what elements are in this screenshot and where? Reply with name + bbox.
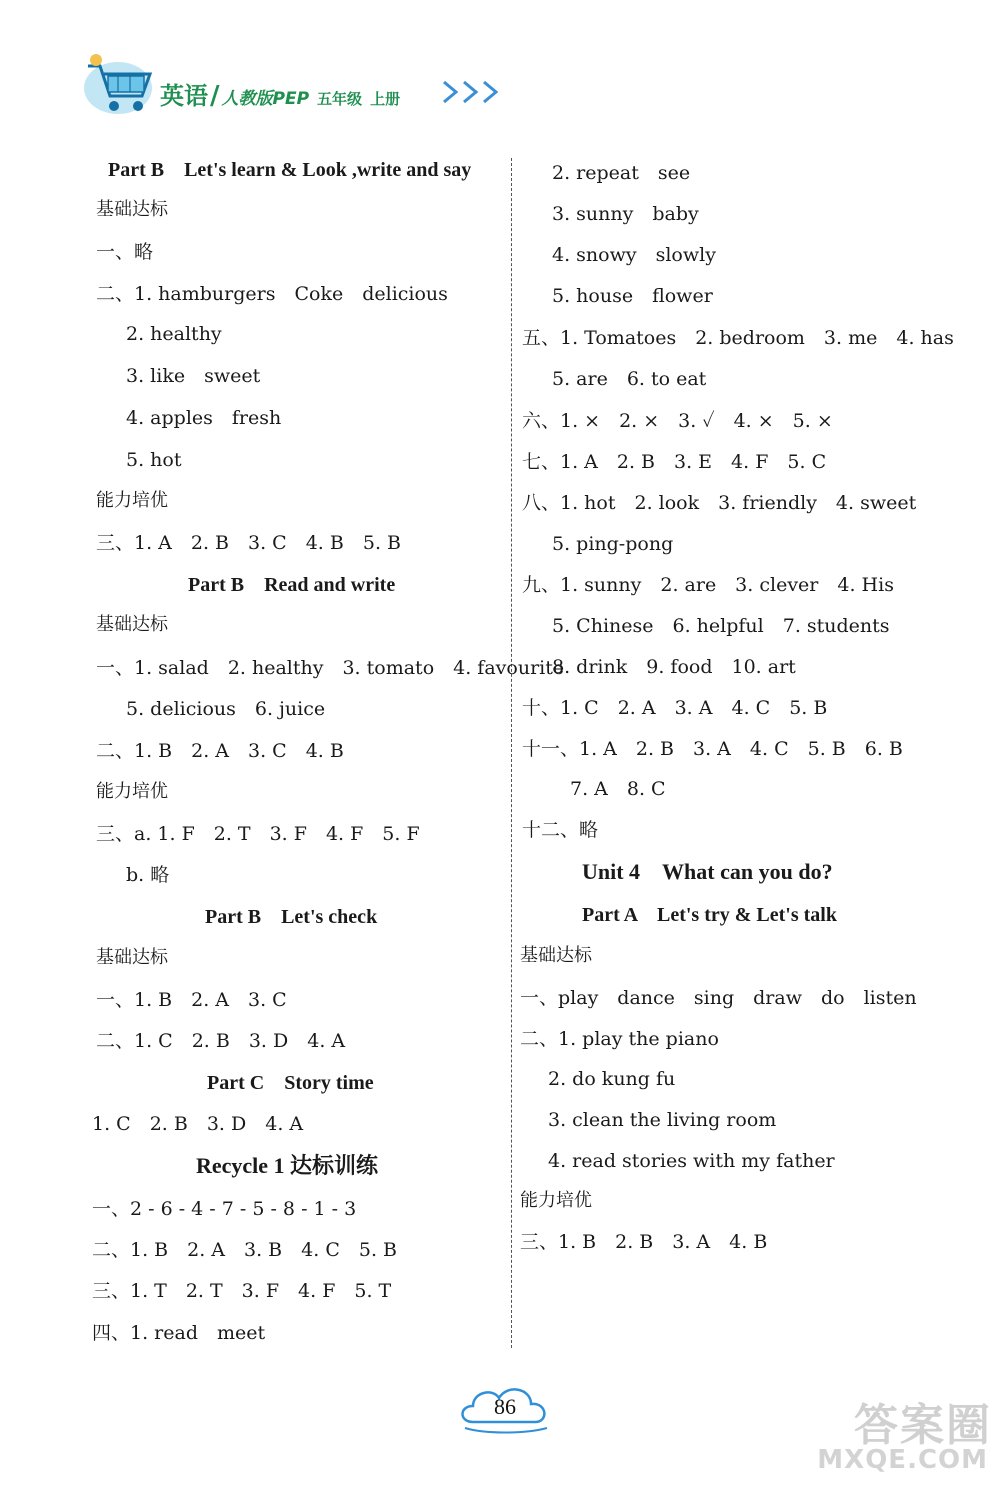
category-label: 基础达标	[96, 614, 168, 635]
answer-line: 一、1. salad 2. healthy 3. tomato 4. favourite	[96, 657, 565, 679]
page-number: 86	[494, 1394, 516, 1419]
section-heading: Recycle 1 达标训练	[196, 1153, 379, 1178]
answer-line: 2. repeat see	[552, 162, 691, 184]
answer-line: b. 略	[126, 864, 170, 886]
answer-line: 三、1. B 2. B 3. A 4. B	[520, 1231, 768, 1253]
answer-line: 2. do kung fu	[548, 1068, 676, 1090]
answer-line: 5. are 6. to eat	[552, 368, 707, 390]
shopping-cart-icon	[78, 48, 160, 120]
category-label: 能力培优	[96, 490, 168, 511]
answer-line: 六、1. × 2. × 3. ✓ 4. × 5. ×	[522, 410, 833, 432]
answer-line: 4. apples fresh	[126, 407, 282, 429]
answer-line: 四、1. read meet	[92, 1322, 266, 1344]
subject-label: 英语	[160, 82, 208, 110]
answer-line: 三、1. A 2. B 3. C 4. B 5. B	[96, 532, 401, 554]
answer-line: 三、1. T 2. T 3. F 4. F 5. T	[92, 1280, 392, 1302]
answer-line: 二、1. B 2. A 3. C 4. B	[96, 740, 344, 762]
answer-line: 五、1. Tomatoes 2. bedroom 3. me 4. has	[522, 327, 954, 349]
section-heading: Part B Let's learn & Look ,write and say	[108, 159, 472, 181]
answer-line: 5. delicious 6. juice	[126, 698, 326, 720]
answer-line: 二、1. hamburgers Coke delicious	[96, 283, 448, 305]
answer-line: 二、1. C 2. B 3. D 4. A	[96, 1030, 346, 1052]
section-heading: Part C Story time	[207, 1072, 374, 1094]
section-heading: Part A Let's try & Let's talk	[582, 904, 837, 926]
category-label: 能力培优	[520, 1190, 592, 1211]
answer-line: 八、1. hot 2. look 3. friendly 4. sweet	[522, 492, 917, 514]
title-separator: /	[210, 81, 220, 111]
answer-line: 一、2 - 6 - 4 - 7 - 5 - 8 - 1 - 3	[92, 1198, 357, 1220]
answer-line: 一、play dance sing draw do listen	[520, 987, 917, 1009]
answer-line: 十、1. C 2. A 3. A 4. C 5. B	[522, 697, 828, 719]
answer-line: 7. A 8. C	[570, 778, 666, 800]
answer-line: 3. sunny baby	[552, 203, 699, 225]
answer-line: 3. like sweet	[126, 365, 261, 387]
section-heading: Unit 4 What can you do?	[582, 859, 833, 884]
answer-line: 4. snowy slowly	[552, 244, 716, 266]
answer-line: 5. hot	[126, 449, 182, 471]
grade-label: 五年级	[317, 90, 363, 108]
column-divider	[511, 158, 512, 1348]
answer-line: 一、1. B 2. A 3. C	[96, 989, 287, 1011]
answer-line: 一、略	[96, 241, 154, 263]
watermark-logo-text: 答案圈	[854, 1400, 992, 1451]
volume-label: 上册	[370, 90, 401, 108]
answer-line: 二、1. B 2. A 3. B 4. C 5. B	[92, 1239, 397, 1261]
answer-line: 3. clean the living room	[548, 1109, 777, 1131]
answer-line: 九、1. sunny 2. are 3. clever 4. His	[522, 574, 894, 596]
answer-line: 4. read stories with my father	[548, 1150, 835, 1172]
answer-line: 5. ping-pong	[552, 533, 674, 555]
answer-line: 1. C 2. B 3. D 4. A	[92, 1113, 304, 1135]
watermark	[802, 1389, 992, 1481]
answer-line: 5. Chinese 6. helpful 7. students	[552, 615, 890, 637]
answer-line: 十一、1. A 2. B 3. A 4. C 5. B 6. B	[522, 738, 903, 760]
answer-line: 8. drink 9. food 10. art	[552, 656, 796, 678]
page-number-badge	[455, 1378, 555, 1434]
category-label: 基础达标	[520, 945, 592, 966]
category-label: 基础达标	[96, 947, 168, 968]
answer-line: 5. house flower	[552, 285, 713, 307]
answer-line: 二、1. play the piano	[520, 1028, 719, 1050]
watermark-url: MXQE.COM	[817, 1445, 988, 1475]
section-heading: Part B Read and write	[188, 574, 396, 596]
chevrons-right-icon	[440, 78, 510, 106]
page-header	[78, 48, 518, 128]
category-label: 基础达标	[96, 199, 168, 220]
answer-line: 十二、略	[522, 819, 599, 841]
edition-label: 人教版PEP	[221, 89, 310, 109]
book-title	[160, 76, 400, 111]
answer-line: 2. healthy	[126, 323, 222, 345]
category-label: 能力培优	[96, 781, 168, 802]
answer-line: 三、a. 1. F 2. T 3. F 4. F 5. F	[96, 823, 420, 845]
answer-line: 七、1. A 2. B 3. E 4. F 5. C	[522, 451, 827, 473]
section-heading: Part B Let's check	[205, 906, 378, 928]
